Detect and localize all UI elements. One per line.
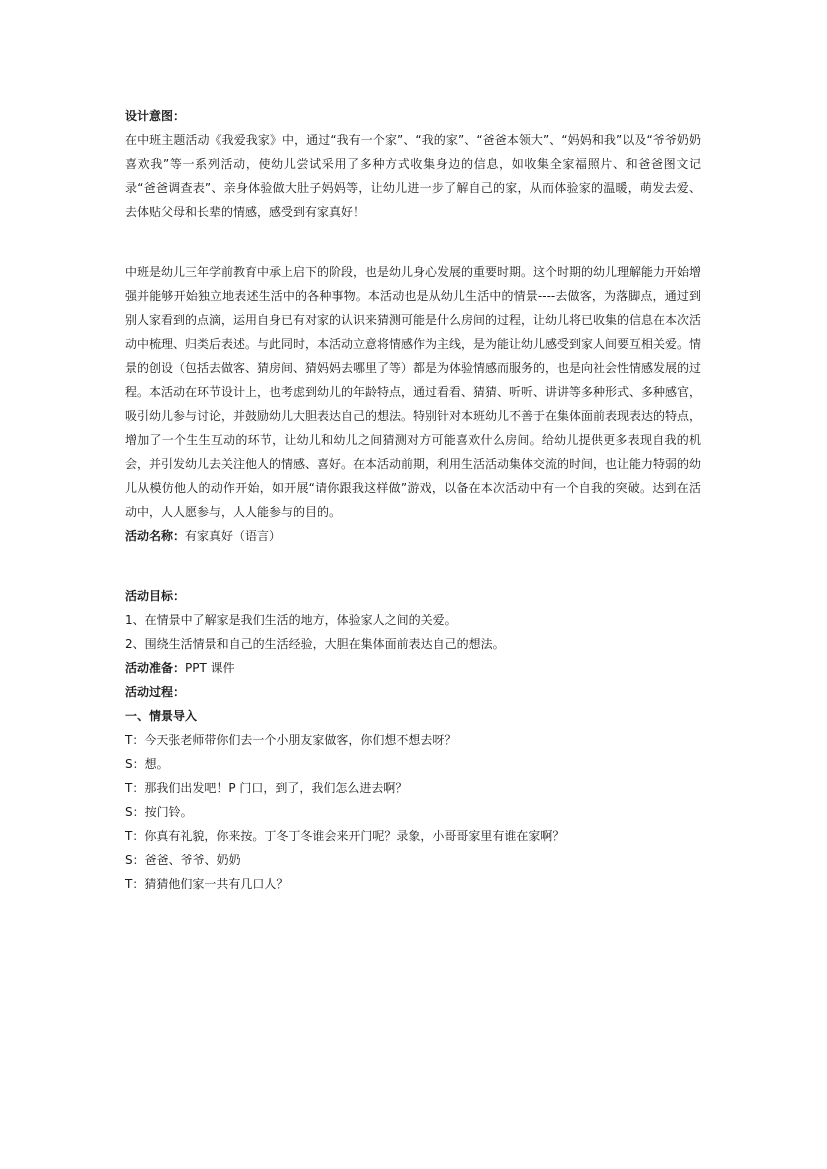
spacer (125, 548, 701, 572)
preparation-label: 活动准备： (125, 661, 186, 675)
design-intent-heading: 设计意图： (125, 109, 186, 123)
goals-heading: 活动目标： (125, 589, 186, 603)
dialogue-line: T：今天张老师带你们去一个小朋友家做客，你们想不想去呀？ (125, 733, 457, 747)
spacer (125, 248, 701, 260)
design-intent-paragraph-1: 在中班主题活动《我爱我家》中，通过“我有一个家”、“我的家”、“爸爸本领大”、“妈妈和我”以及“爷爷奶奶喜欢我”等一系列活动，使幼儿尝试采用了多种方式收集身边的信息，如收集全家福照片、和爸爸图文记录“爸爸调查表”、亲身体验做大肚子妈妈等，让幼儿进一步了解自己的家，从而体验家的温暖，萌发去爱、去体贴父母和长辈的情感，感受到有家真好！ (125, 133, 701, 219)
activity-name-label: 活动名称： (125, 529, 186, 543)
spacer (125, 224, 701, 248)
dialogue-line: T：猜猜他们家一共有几口人？ (125, 877, 289, 891)
activity-name (125, 524, 701, 548)
preparation-value: PPT 课件 (185, 661, 235, 675)
design-intent-paragraph-2: 中班是幼儿三年学前教育中承上启下的阶段，也是幼儿身心发展的重要时期。这个时期的幼儿理解能力开始增强并能够开始独立地表述生活中的各种事物。本活动也是从幼儿生活中的情景----去做客，为落脚点，通过到别人家看到的点滴，运用自身已有对家的认识来猜测可能是什么房间的过程，让幼儿将已收集的信息在本次活动中梳理、归类后表述。与此同时，本活动立意将情感作为主线，是为能让幼儿感受到家人间要互相关爱。情景的创设（包括去做客、猜房间、猜妈妈去哪里了等）都是为体验情感而服务的，也是向社会性情感发展的过程。本活动在环节设计上，也考虑到幼儿的年龄特点，通过看看、猜猜、听听、讲讲等多种形式、多种感官，吸引幼儿参与讨论，并鼓励幼儿大胆表达自己的想法。特别针对本班幼儿不善于在集体面前表现表达的特点，增加了一个生生互动的环节，让幼儿和幼儿之间猜测对方可能喜欢什么房间。给幼儿提供更多表现自我的机会，并引发幼儿去关注他人的情感、喜好。在本活动前期，利用生活活动集体交流的时间，也让能力特弱的幼儿从模仿他人的动作开始，如开展“请你跟我这样做”游戏，以备在本次活动中有一个自我的突破。达到在活动中，人人愿参与，人人能参与的目的。 (125, 265, 702, 519)
dialogue-line: S：想。 (125, 757, 169, 771)
process-section-1: 一、情景导入 (125, 709, 198, 723)
activity-name-value: 有家真好（语言） (185, 529, 282, 543)
preparation (125, 656, 701, 680)
dialogue-line: T：你真有礼貌，你来按。丁冬丁冬谁会来开门呢？录象，小哥哥家里有谁在家啊？ (125, 829, 565, 843)
dialogue-line: S：按门铃。 (125, 805, 193, 819)
dialogue-line: T：那我们出发吧！P 门口，到了，我们怎么进去啊？ (125, 781, 408, 795)
goal-item: 1、在情景中了解家是我们生活的地方，体验家人之间的关爱。 (125, 613, 457, 627)
document-page (125, 104, 701, 896)
process-heading: 活动过程： (125, 685, 186, 699)
dialogue-line: S：爸爸、爷爷、奶奶 (125, 853, 241, 867)
goal-item: 2、围绕生活情景和自己的生活经验，大胆在集体面前表达自己的想法。 (125, 637, 505, 651)
spacer (125, 572, 701, 584)
